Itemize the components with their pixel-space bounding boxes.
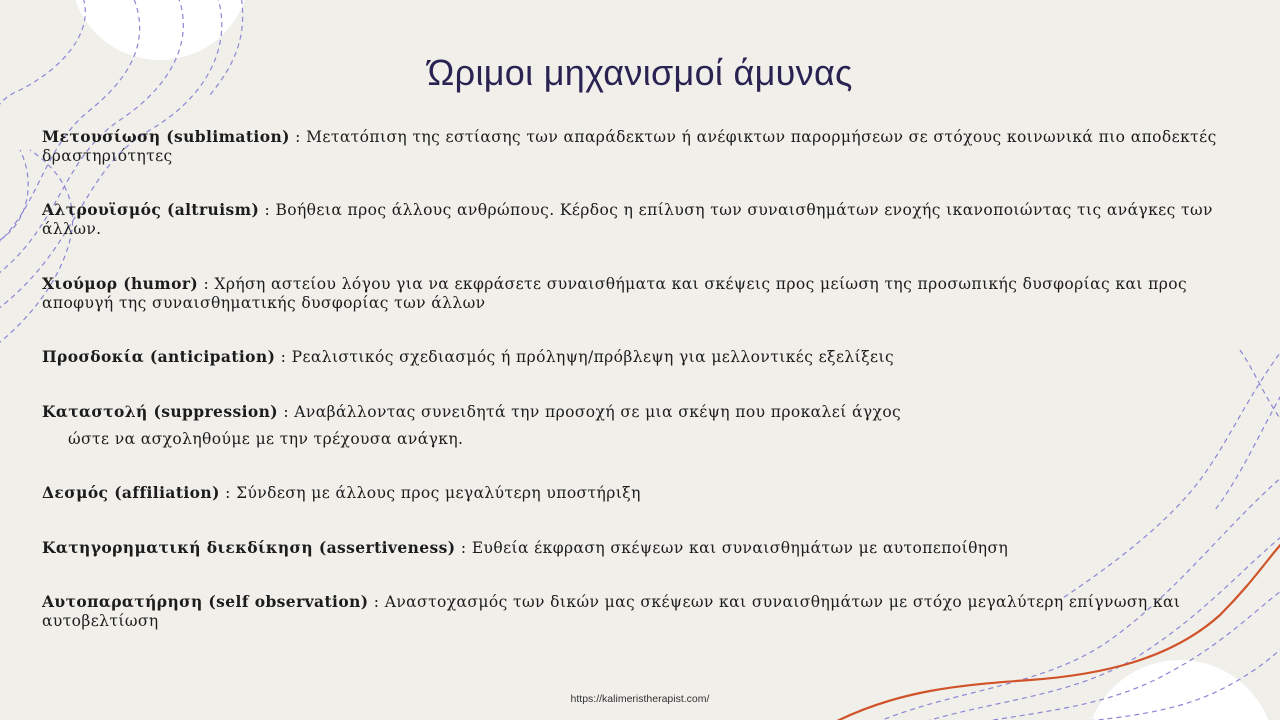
list-item-altruism <box>42 200 1242 239</box>
term-description: Αναβάλλοντας συνειδητά την προσοχή σε μια σκέψη που προκαλεί άγχος <box>294 403 902 421</box>
term-description: Αναστοχασμός των δικών μας σκέψεων και συναισθημάτων με στόχο μεγαλύτερη επίγνωση και αυτοβελτίωση <box>42 593 1181 630</box>
term-description: Σύνδεση με άλλους προς μεγαλύτερη υποστήριξη <box>236 484 641 502</box>
footer-url: https://kalimeristherapist.com/ <box>570 693 710 705</box>
term-description: Χρήση αστείου λόγου για να εκφράσετε συναισθήματα και σκέψεις προς μείωση της προσωπικής δυσφορίας και προς αποφυγή της συναισθηματικής δυσφορίας των άλλων <box>42 275 1188 312</box>
bottom-blob <box>1085 660 1275 720</box>
list-item-self-observation <box>42 592 1242 631</box>
list-item-assertiveness <box>42 538 1242 558</box>
separator: : <box>289 128 307 146</box>
term-label: Μετουσίωση (sublimation) <box>42 127 290 146</box>
term-label: Χιούμορ (humor) <box>42 274 199 293</box>
top-blob <box>70 0 250 60</box>
term-label: Δεσμός (affiliation) <box>42 483 220 502</box>
separator: : <box>368 593 385 611</box>
term-description: Ευθεία έκφραση σκέψεων και συναισθημάτων με αυτοπεποίθηση <box>471 539 1009 557</box>
list-item-anticipation <box>42 347 1242 367</box>
term-label: Προσδοκία (anticipation) <box>42 347 276 366</box>
separator: : <box>455 539 472 557</box>
separator: : <box>219 484 237 502</box>
separator: : <box>278 403 295 421</box>
separator: : <box>198 275 215 293</box>
term-description-continued: ώστε να ασχοληθούμε με την τρέχουσα ανάγκη. <box>68 430 464 448</box>
separator: : <box>275 348 292 366</box>
term-label: Αυτοπαρατήρηση (self observation) <box>42 592 369 611</box>
term-description: Ρεαλιστικός σχεδιασμός ή πρόληψη/πρόβλεψη για μελλοντικές εξελίξεις <box>291 348 895 366</box>
separator: : <box>259 201 276 219</box>
contour-lines-right <box>860 340 1280 720</box>
list-item-humor <box>42 274 1242 313</box>
page-title: Ώριμοι μηχανισμοί άμυνας <box>427 52 853 93</box>
term-label: Αλτρουϊσμός (altruism) <box>42 200 260 219</box>
term-description: Βοήθεια προς άλλους ανθρώπους. Κέρδος η επίλυση των συναισθημάτων ενοχής ικανοποιώντας τις ανάγκες των άλλων. <box>42 201 1213 238</box>
list-item-sublimation <box>42 127 1242 166</box>
term-description: Μετατόπιση της εστίασης των απαράδεκτων ή ανέφικτων παρορμήσεων σε στόχους κοινωνικά πιο αποδεκτές δραστηριότητες <box>42 128 1217 165</box>
list-item-affiliation <box>42 483 1242 503</box>
term-label: Καταστολή (suppression) <box>42 402 279 421</box>
term-label: Κατηγορηματική διεκδίκηση (assertiveness) <box>42 538 456 557</box>
list-item-suppression <box>42 402 1242 449</box>
